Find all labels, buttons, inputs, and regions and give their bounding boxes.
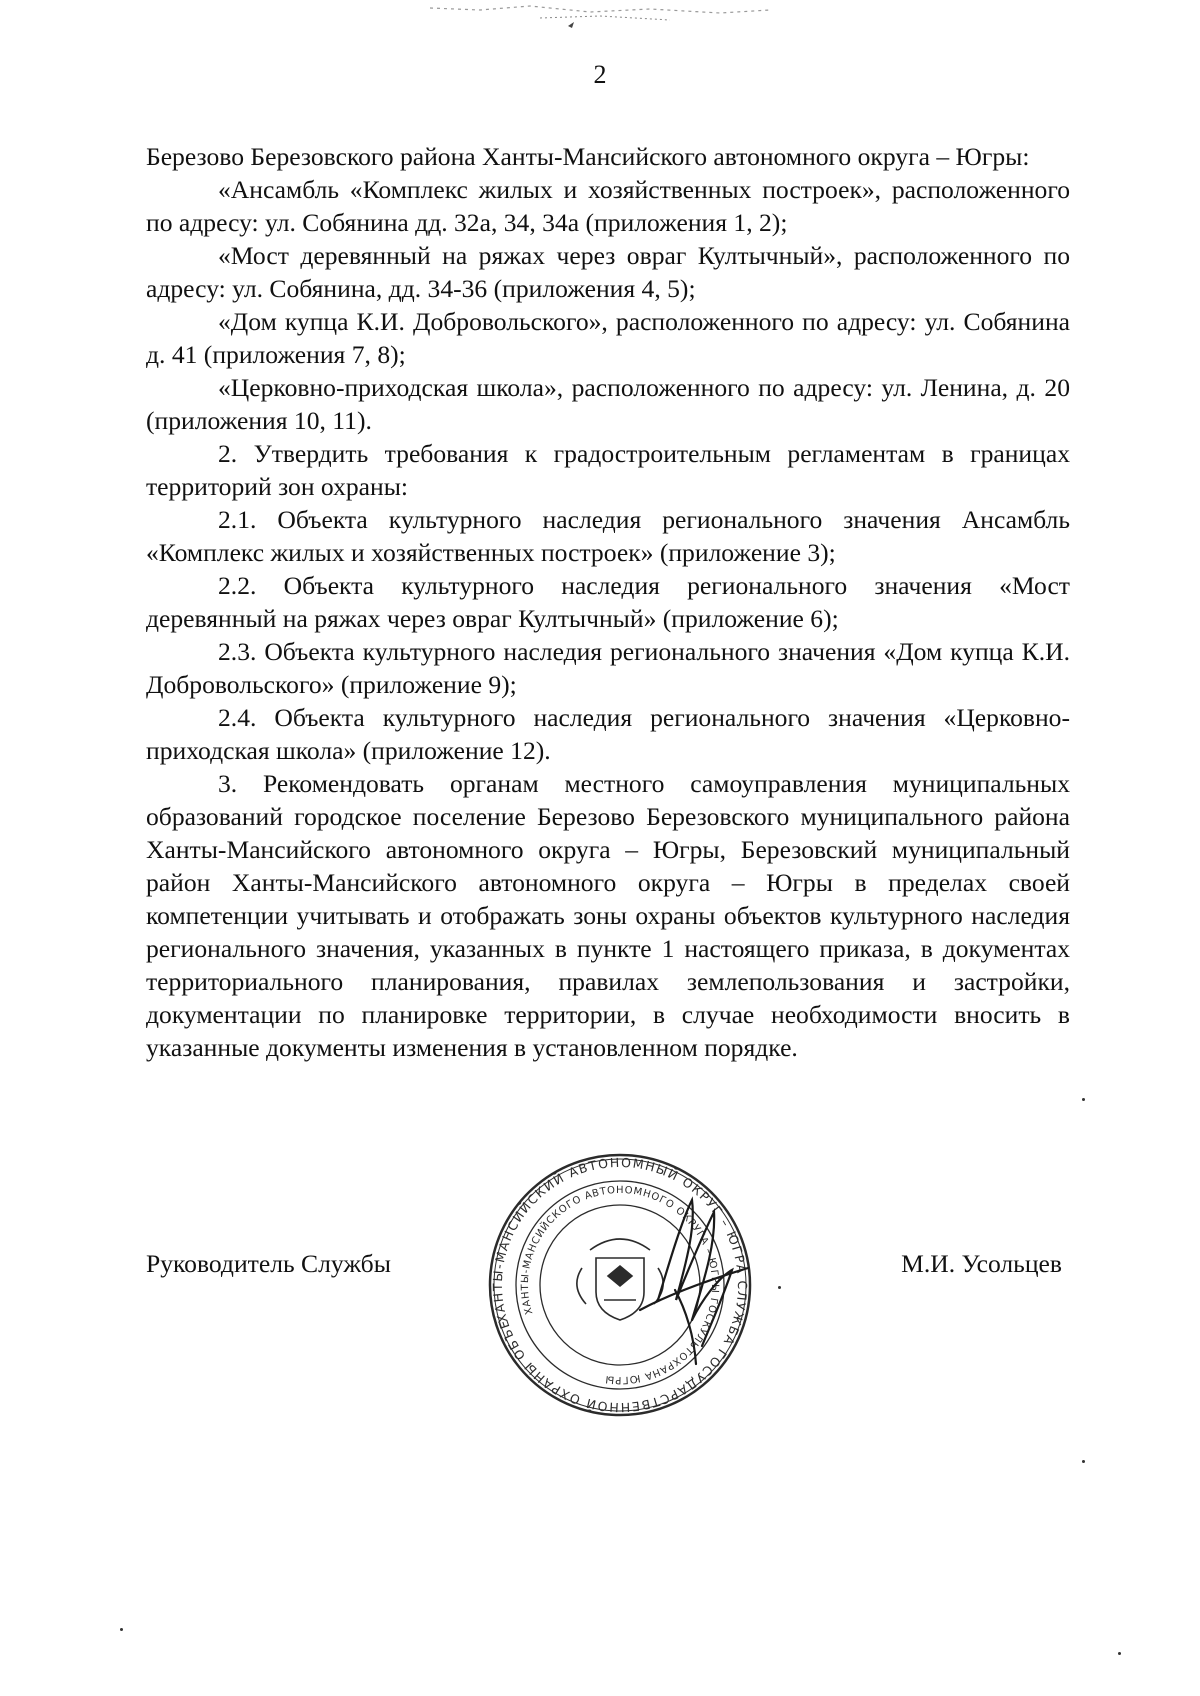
- scan-speck: [778, 1286, 781, 1289]
- paragraph: Березово Березовского района Ханты-Мансийского автономного округа – Югры:: [146, 142, 1030, 171]
- paragraph: «Мост деревянный на ряжах через овраг Култычный», расположенного по адресу: ул. Собянина, дд. 34-36 (приложения 4, 5);: [146, 241, 1070, 303]
- paragraph: 2. Утвердить требования к градостроительным регламентам в границах территорий зон охраны:: [146, 439, 1070, 501]
- coat-of-arms-emblem: [577, 1239, 663, 1320]
- page-number: 2: [593, 60, 607, 89]
- paragraph: 2.4. Объекта культурного наследия регионального значения «Церковно-приходская школа» (приложение 12).: [146, 703, 1070, 765]
- paragraph: «Ансамбль «Комплекс жилых и хозяйственных построек», расположенного по адресу: ул. Собянина дд. 32а, 34, 34а (приложения 1, 2);: [146, 175, 1070, 237]
- scan-speck: [120, 1628, 123, 1631]
- paragraph: 3. Рекомендовать органам местного самоуправления муниципальных образований городское поселение Березово Березовского муниципального района Ханты-Мансийского автономного округа – Югры, Березовский муниципальный район Ханты-Мансийского автономного округа – Югры в пределах своей компетенции учитывать и отображать зоны охраны объектов культурного наследия регионального значения, указанных в пункте 1 настоящего приказа, в документах территориального планирования, правилах землепользования и застройки, документации по планировке территории, в случае необходимости вносить в указанные документы изменения в установленном порядке.: [146, 769, 1070, 1062]
- scan-speck: [1082, 1460, 1085, 1463]
- scan-speck: [1118, 1652, 1121, 1655]
- signer-name: М.И. Усольцев: [901, 1249, 1062, 1278]
- signer-position: Руководитель Службы: [146, 1249, 391, 1278]
- paragraph: «Дом купца К.И. Добровольского», расположенного по адресу: ул. Собянина д. 41 (приложения 7, 8);: [146, 307, 1070, 369]
- svg-text:ХАНТЫ-МАНСИЙСКОГО АВТОНОМНОГО: ХАНТЫ-МАНСИЙСКОГО АВТОНОМНОГО ОКРУГА – ЮГРЫ ГОСКУЛЬТОХРАНА ЮГРЫ: [519, 1184, 721, 1386]
- paragraph: 2.3. Объекта культурного наследия регионального значения «Дом купца К.И. Добровольского» (приложение 9);: [146, 637, 1070, 699]
- paragraph: 2.1. Объекта культурного наследия регионального значения Ансамбль «Комплекс жилых и хозяйственных построек» (приложение 3);: [146, 505, 1070, 567]
- paragraph: 2.2. Объекта культурного наследия регионального значения «Мост деревянный на ряжах через овраг Култычный» (приложение 6);: [146, 571, 1070, 633]
- scan-speck: [1082, 1098, 1085, 1101]
- svg-text:ХАНТЫ-МАНСИЙСКИЙ АВТОНОМНЫЙ ОК: ХАНТЫ-МАНСИЙСКИЙ АВТОНОМНЫЙ ОКРУГ – ЮГРА СЛУЖБА ГОСУДАРСТВЕННОЙ ОХРАНЫ ОБЪЕКТОВ: [489, 1154, 751, 1416]
- scan-artifact: [420, 0, 780, 40]
- document-body: [146, 140, 1070, 1064]
- official-seal-stamp: [470, 1150, 770, 1420]
- paragraph: «Церковно-приходская школа», расположенного по адресу: ул. Ленина, д. 20 (приложения 10, 11).: [146, 373, 1070, 435]
